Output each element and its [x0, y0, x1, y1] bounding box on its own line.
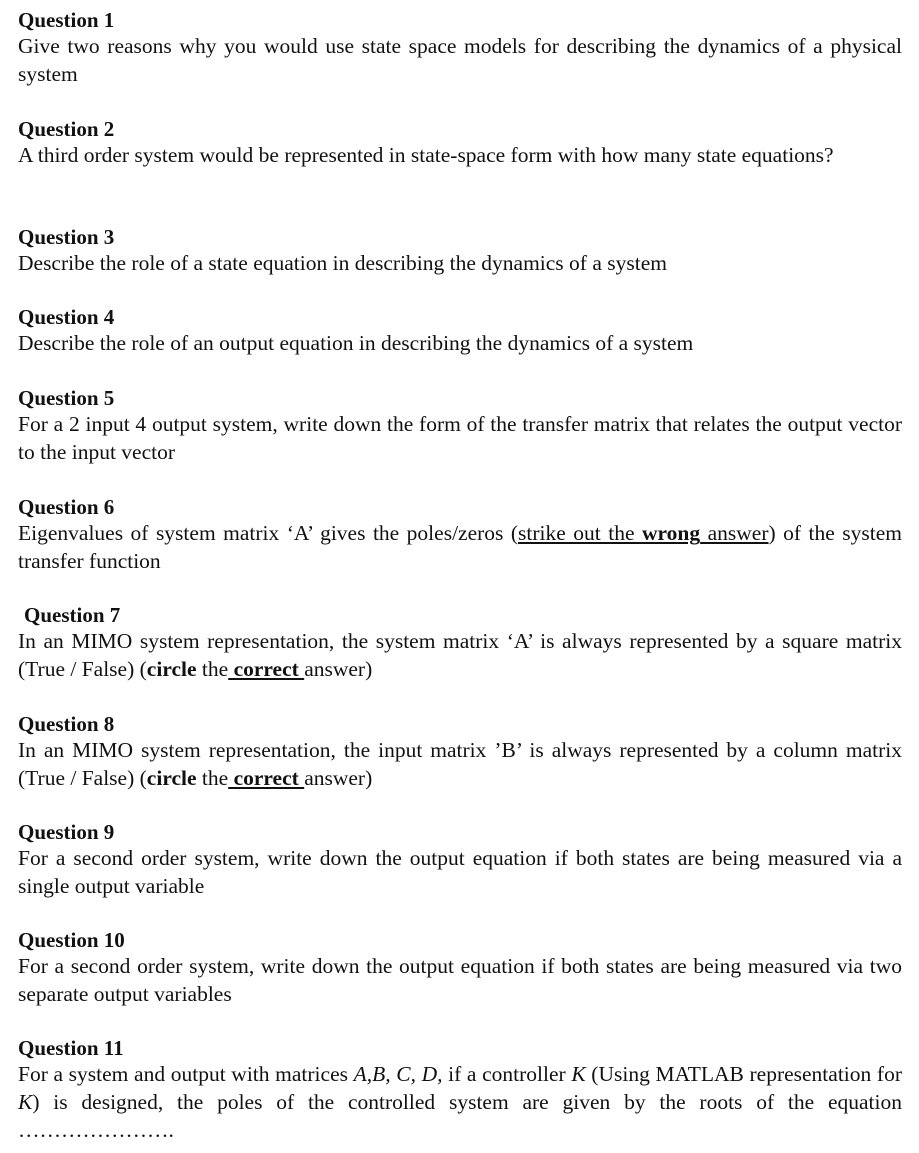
question-text-part: Eigenvalues of system matrix ‘A’ gives the poles/zeros (	[18, 521, 519, 545]
question-text: Describe the role of a state equation in describing the dynamics of a system	[18, 251, 667, 275]
instruction-emphasis: wrong	[641, 521, 701, 545]
matrix-names: A,B, C, D,	[353, 1062, 443, 1086]
question-text	[18, 519, 902, 575]
question-text-part: In an MIMO system representation, the input matrix ’B’ is always represented by a column matrix (True / False) (	[18, 738, 902, 790]
question-title: Question 5	[18, 386, 115, 410]
question-text: For a second order system, write down the output equation if both states are being measured via two separate output variables	[18, 954, 902, 1006]
controller-symbol: K	[18, 1090, 33, 1114]
question-title: Question 3	[18, 225, 115, 249]
question-text: For a second order system, write down the output equation if both states are being measured via a single output variable	[18, 846, 902, 898]
instruction-text: strike out the	[518, 521, 642, 545]
question-text	[18, 736, 902, 792]
question-title: Question 7	[24, 603, 121, 627]
question-5	[18, 386, 902, 466]
question-title: Question 8	[18, 712, 115, 736]
question-text-part: (Using MATLAB representation for	[585, 1062, 902, 1086]
question-text-part: answer)	[304, 766, 373, 790]
question-text-part: ) of the system transfer function	[18, 521, 902, 573]
instruction-underlined	[518, 521, 768, 545]
instruction-underlined: correct	[228, 657, 305, 681]
question-title: Question 2	[18, 117, 115, 141]
instruction-emphasis: circle	[146, 766, 197, 790]
question-title: Question 6	[18, 495, 115, 519]
instruction-underlined: correct	[228, 766, 305, 790]
question-text: A third order system would be represented in state-space form with how many state equations?	[18, 143, 834, 167]
question-text	[18, 1060, 902, 1144]
question-3	[18, 225, 902, 277]
question-1	[18, 8, 902, 88]
question-title: Question 4	[18, 305, 115, 329]
question-text-part: In an MIMO system representation, the system matrix ‘A’ is always represented by a square matrix (True / False) (	[18, 629, 902, 681]
question-7	[18, 603, 902, 683]
question-title: Question 11	[18, 1036, 124, 1060]
question-9	[18, 820, 902, 900]
question-text-part: For a system and output with matrices	[18, 1062, 354, 1086]
question-text: For a 2 input 4 output system, write down the form of the transfer matrix that relates the output vector to the input vector	[18, 412, 902, 464]
instruction-text: answer	[700, 521, 769, 545]
question-8	[18, 712, 902, 792]
question-text: Give two reasons why you would use state space models for describing the dynamics of a physical system	[18, 34, 902, 86]
question-text: Describe the role of an output equation in describing the dynamics of a system	[18, 331, 694, 355]
question-text-part: if a controller	[442, 1062, 572, 1086]
instruction-emphasis: circle	[146, 657, 197, 681]
question-title: Question 1	[18, 8, 115, 32]
question-4	[18, 305, 902, 357]
question-2	[18, 117, 902, 169]
question-text	[18, 627, 902, 683]
question-10	[18, 928, 902, 1008]
question-title: Question 9	[18, 820, 115, 844]
question-text-part: ) is designed, the poles of the controlled system are given by the roots of the equation ………………….	[18, 1090, 902, 1142]
question-title: Question 10	[18, 928, 125, 952]
question-6	[18, 495, 902, 575]
question-text-part: the	[196, 657, 229, 681]
question-text-part: answer)	[304, 657, 373, 681]
question-text-part: the	[196, 766, 229, 790]
question-11	[18, 1036, 902, 1144]
controller-symbol: K	[571, 1062, 586, 1086]
